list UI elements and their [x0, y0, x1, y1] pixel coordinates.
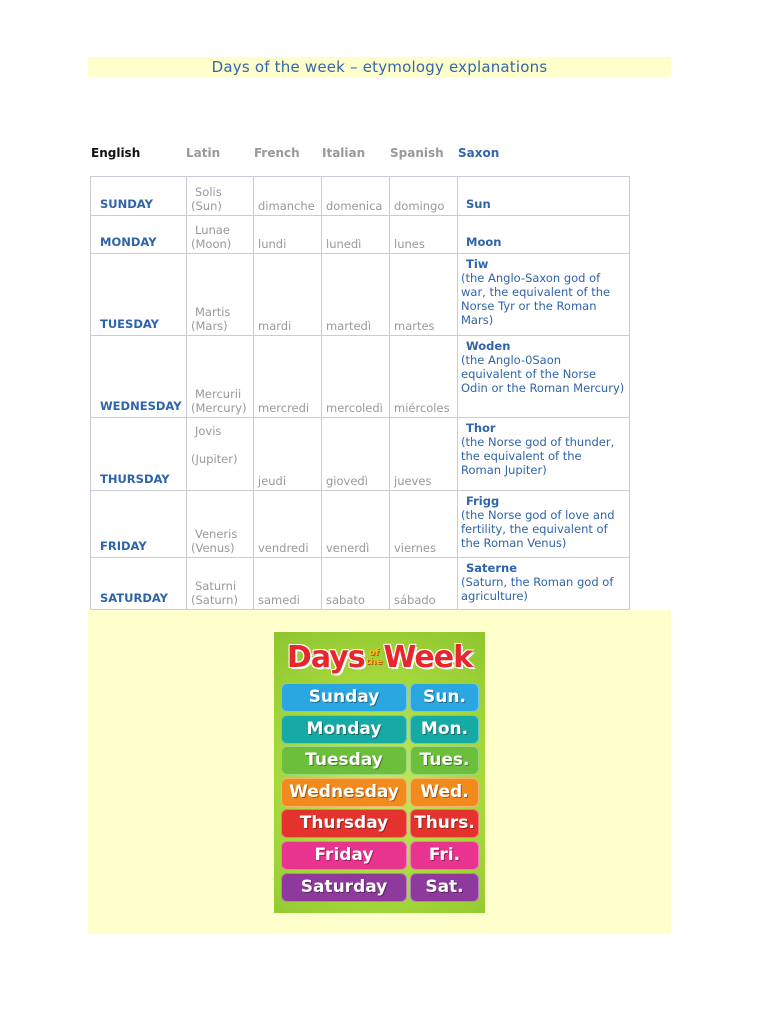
saxon-name: Moon [466, 235, 502, 249]
poster-panel [88, 610, 671, 934]
poster-day-row [281, 778, 479, 807]
latin-cell [187, 336, 254, 418]
poster-title-the: the [365, 656, 383, 667]
poster-day-abbr: Wed. [410, 778, 479, 807]
latin-name: Lunae [195, 223, 230, 237]
italian-cell: giovedì [322, 418, 390, 491]
poster-day-abbr: Thurs. [410, 809, 479, 838]
poster-day-row [281, 715, 479, 744]
header-english: English [91, 146, 141, 160]
french-cell: mardi [254, 254, 322, 336]
poster-day-row [281, 683, 479, 712]
poster-day-abbr: Tues. [410, 746, 479, 775]
saxon-description: (the Norse god of love and fertility, the equivalent of the Roman Venus) [461, 508, 615, 550]
days-of-week-poster [274, 632, 485, 913]
latin-name: Martis [195, 305, 231, 319]
table-row [91, 558, 630, 610]
saxon-cell [458, 491, 630, 558]
poster-title-week: Week [383, 640, 473, 675]
latin-cell [187, 558, 254, 610]
spanish-cell: viernes [390, 491, 458, 558]
latin-meaning: (Mars) [191, 319, 228, 333]
latin-meaning: (Venus) [191, 541, 235, 555]
english-day: WEDNESDAY [91, 336, 187, 418]
spanish-cell: lunes [390, 216, 458, 254]
italian-cell: martedì [322, 254, 390, 336]
poster-day-full: Monday [281, 715, 407, 744]
spanish-cell: sábado [390, 558, 458, 610]
latin-meaning: (Sun) [191, 199, 222, 213]
poster-day-row [281, 841, 479, 870]
latin-meaning: (Mercury) [191, 401, 247, 415]
column-headers [0, 144, 768, 164]
latin-name: Jovis [195, 424, 222, 438]
poster-title-days: Days [286, 640, 365, 675]
saxon-cell [458, 558, 630, 610]
page-title: Days of the week – etymology explanations [88, 57, 671, 77]
latin-cell [187, 254, 254, 336]
poster-day-row [281, 873, 479, 902]
saxon-description: (the Norse god of thunder, the equivalent of the Roman Jupiter) [461, 435, 615, 477]
poster-day-abbr: Sun. [410, 683, 479, 712]
poster-day-full: Friday [281, 841, 407, 870]
header-spanish: Spanish [390, 146, 444, 160]
saxon-cell [458, 216, 630, 254]
saxon-name: Saterne [466, 561, 517, 575]
table-row [91, 177, 630, 216]
saxon-name: Sun [466, 197, 491, 211]
poster-day-abbr: Mon. [410, 715, 479, 744]
saxon-cell [458, 418, 630, 491]
saxon-cell [458, 336, 630, 418]
poster-title-connector [366, 649, 383, 667]
italian-cell: lunedì [322, 216, 390, 254]
italian-cell: sabato [322, 558, 390, 610]
table-row [91, 336, 630, 418]
header-saxon: Saxon [458, 146, 500, 160]
english-day: MONDAY [91, 216, 187, 254]
table-row [91, 216, 630, 254]
table-row [91, 491, 630, 558]
header-latin: Latin [186, 146, 221, 160]
poster-day-row [281, 746, 479, 775]
latin-cell [187, 216, 254, 254]
italian-cell: venerdì [322, 491, 390, 558]
latin-name: Mercurii [195, 387, 242, 401]
saxon-cell [458, 177, 630, 216]
poster-day-abbr: Sat. [410, 873, 479, 902]
french-cell: samedi [254, 558, 322, 610]
english-day: FRIDAY [91, 491, 187, 558]
spanish-cell: miércoles [390, 336, 458, 418]
saxon-name: Thor [466, 421, 496, 435]
italian-cell: mercoledì [322, 336, 390, 418]
english-day: SATURDAY [91, 558, 187, 610]
header-french: French [254, 146, 300, 160]
saxon-name: Woden [466, 339, 511, 353]
saxon-name: Tiw [466, 257, 489, 271]
english-day: THURSDAY [91, 418, 187, 491]
french-cell: vendredi [254, 491, 322, 558]
english-day: TUESDAY [91, 254, 187, 336]
poster-day-full: Thursday [281, 809, 407, 838]
latin-meaning: (Moon) [191, 237, 232, 251]
spanish-cell: domingo [390, 177, 458, 216]
latin-name: Solis [195, 185, 222, 199]
saxon-name: Frigg [466, 494, 500, 508]
latin-cell [187, 418, 254, 491]
poster-day-full: Wednesday [281, 778, 407, 807]
table-row [91, 418, 630, 491]
poster-title-of: of [368, 647, 380, 658]
saxon-cell [458, 254, 630, 336]
latin-cell [187, 177, 254, 216]
saxon-description: (Saturn, the Roman god of agriculture) [461, 575, 614, 603]
french-cell: jeudi [254, 418, 322, 491]
french-cell: mercredi [254, 336, 322, 418]
poster-day-row [281, 809, 479, 838]
spanish-cell: jueves [390, 418, 458, 491]
poster-day-full: Saturday [281, 873, 407, 902]
saxon-description: (the Anglo-Saxon god of war, the equivalent of the Norse Tyr or the Roman Mars) [461, 271, 611, 327]
poster-day-full: Tuesday [281, 746, 407, 775]
italian-cell: domenica [322, 177, 390, 216]
latin-name: Veneris [195, 527, 238, 541]
header-italian: Italian [322, 146, 366, 160]
english-day: SUNDAY [91, 177, 187, 216]
latin-meaning: (Saturn) [191, 593, 238, 607]
french-cell: dimanche [254, 177, 322, 216]
poster-title [274, 640, 485, 684]
latin-name: Saturni [195, 579, 237, 593]
table-row [91, 254, 630, 336]
latin-cell [187, 491, 254, 558]
latin-meaning: (Jupiter) [191, 452, 238, 466]
saxon-description: (the Anglo-0Saon equivalent of the Norse Odin or the Roman Mercury) [461, 353, 625, 395]
poster-day-full: Sunday [281, 683, 407, 712]
etymology-table [90, 176, 630, 610]
spanish-cell: martes [390, 254, 458, 336]
poster-day-abbr: Fri. [410, 841, 479, 870]
french-cell: lundi [254, 216, 322, 254]
